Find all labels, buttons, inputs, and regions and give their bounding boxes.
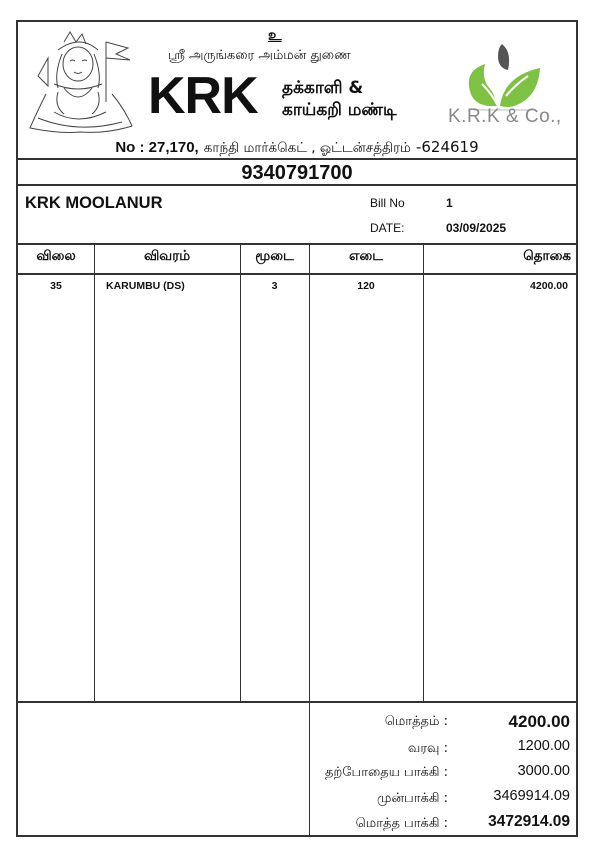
bill-no-label: Bill No: [370, 196, 405, 210]
total-value: 4200.00: [508, 712, 570, 731]
column-header-weight: எடை: [348, 248, 384, 264]
current-balance-label: தற்போதைய பாக்கி :: [324, 765, 448, 780]
cell-description: KARUMBU (DS): [106, 280, 185, 292]
blessing-symbol: உ: [268, 26, 282, 44]
divider: [18, 243, 576, 245]
received-label: வரவு :: [407, 741, 448, 756]
address-locality: காந்தி மார்க்கெட் , ஓட்டன்சத்திரம்: [203, 140, 411, 156]
column-divider: [240, 243, 241, 702]
column-header-rate: விலை: [36, 248, 76, 264]
grand-balance-value: 3472914.09: [488, 813, 570, 830]
phone-number: 9340791700: [241, 162, 353, 184]
divider: [18, 701, 576, 703]
address-pincode: -624619: [415, 138, 479, 156]
column-header-bags: மூடை: [255, 248, 294, 264]
current-balance-value: 3000.00: [517, 763, 570, 779]
deity-illustration-icon: [24, 28, 136, 138]
cell-rate: 35: [50, 280, 62, 292]
brand-name: KRK: [148, 67, 258, 125]
shop-address: [18, 138, 576, 158]
total-label: மொத்தம் :: [384, 714, 448, 729]
column-divider: [94, 243, 95, 702]
divider: [18, 273, 576, 275]
column-header-amount: தொகை: [523, 248, 571, 264]
received-value: 1200.00: [517, 738, 570, 754]
address-door-number: No : 27,170,: [115, 139, 199, 156]
cell-weight: 120: [357, 280, 375, 292]
business-type-line1: தக்காளி &: [282, 78, 364, 98]
cell-bags: 3: [271, 280, 278, 292]
bill-no-value: 1: [446, 196, 453, 210]
cell-amount: 4200.00: [530, 280, 568, 292]
logo-text: K.R.K & Co.,: [448, 106, 562, 127]
divider: [18, 158, 576, 160]
divider: [18, 184, 576, 186]
bill-document: [16, 20, 578, 837]
grand-balance-label: மொத்த பாக்கி :: [355, 816, 448, 831]
previous-balance-label: முன்பாக்கி :: [377, 791, 448, 806]
column-header-description: விவரம்: [143, 248, 191, 264]
date-label: DATE:: [370, 221, 405, 235]
date-value: 03/09/2025: [446, 221, 507, 235]
customer-name: KRK MOOLANUR: [25, 194, 163, 212]
column-divider: [309, 243, 310, 835]
business-type-line2: காய்கறி மண்டி: [282, 100, 397, 120]
previous-balance-value: 3469914.09: [493, 788, 570, 804]
column-divider: [423, 243, 424, 702]
blessing-line: ஸ்ரீ அருங்கரை அம்மன் துணை: [168, 48, 351, 63]
